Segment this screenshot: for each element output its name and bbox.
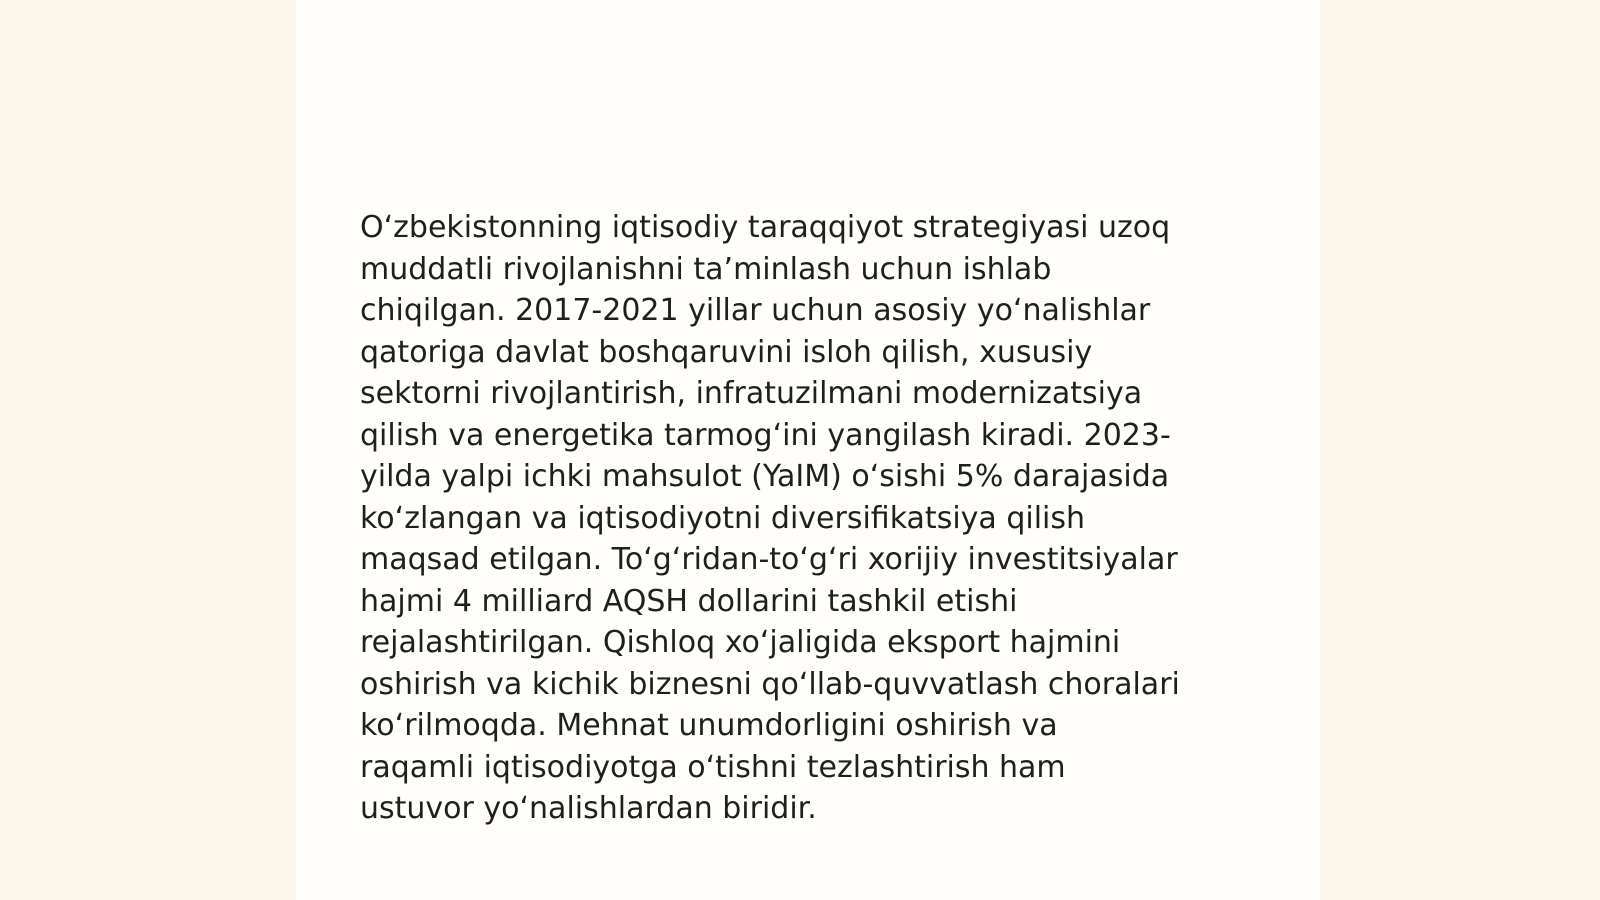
- paragraph-line: raqamli iqtisodiyotga o‘tishni tezlashtirish ham: [360, 749, 1066, 785]
- body-paragraph: [360, 207, 1260, 830]
- paragraph-line: ko‘zlangan va iqtisodiyotni diversifikatsiya qilish: [360, 500, 1086, 536]
- document-page: [296, 0, 1320, 900]
- paragraph-line: O‘zbekistonning iqtisodiy taraqqiyot strategiyasi uzoq: [360, 210, 1171, 245]
- paragraph-line: chiqilgan. 2017-2021 yillar uchun asosiy yo‘nalishlar: [360, 293, 1151, 328]
- paragraph-line: hajmi 4 milliard AQSH dollarini tashkil etishi: [360, 583, 1018, 619]
- paragraph-line: ustuvor yo‘nalishlardan biridir.: [360, 791, 817, 826]
- paragraph-line: ko‘rilmoqda. Mehnat unumdorligini oshirish va: [360, 708, 1058, 743]
- paragraph-line: qatoriga davlat boshqaruvini isloh qilish, xususiy: [360, 334, 1093, 370]
- paragraph-line: qilish va energetika tarmog‘ini yangilash kiradi. 2023-: [360, 417, 1171, 453]
- paragraph-line: maqsad etilgan. To‘g‘ridan-to‘g‘ri xorijiy investitsiyalar: [360, 542, 1178, 577]
- paragraph-line: muddatli rivojlanishni ta’minlash uchun ishlab: [360, 251, 1052, 287]
- paragraph-line: rejalashtirilgan. Qishloq xo‘jaligida eksport hajmini: [360, 625, 1121, 660]
- paragraph-line: yilda yalpi ichki mahsulot (YaIM) o‘sishi 5% darajasida: [360, 459, 1170, 494]
- paragraph-line: sektorni rivojlantirish, infratuzilmani modernizatsiya: [360, 376, 1143, 411]
- paragraph-line: oshirish va kichik biznesni qo‘llab-quvvatlash choralari: [360, 666, 1180, 702]
